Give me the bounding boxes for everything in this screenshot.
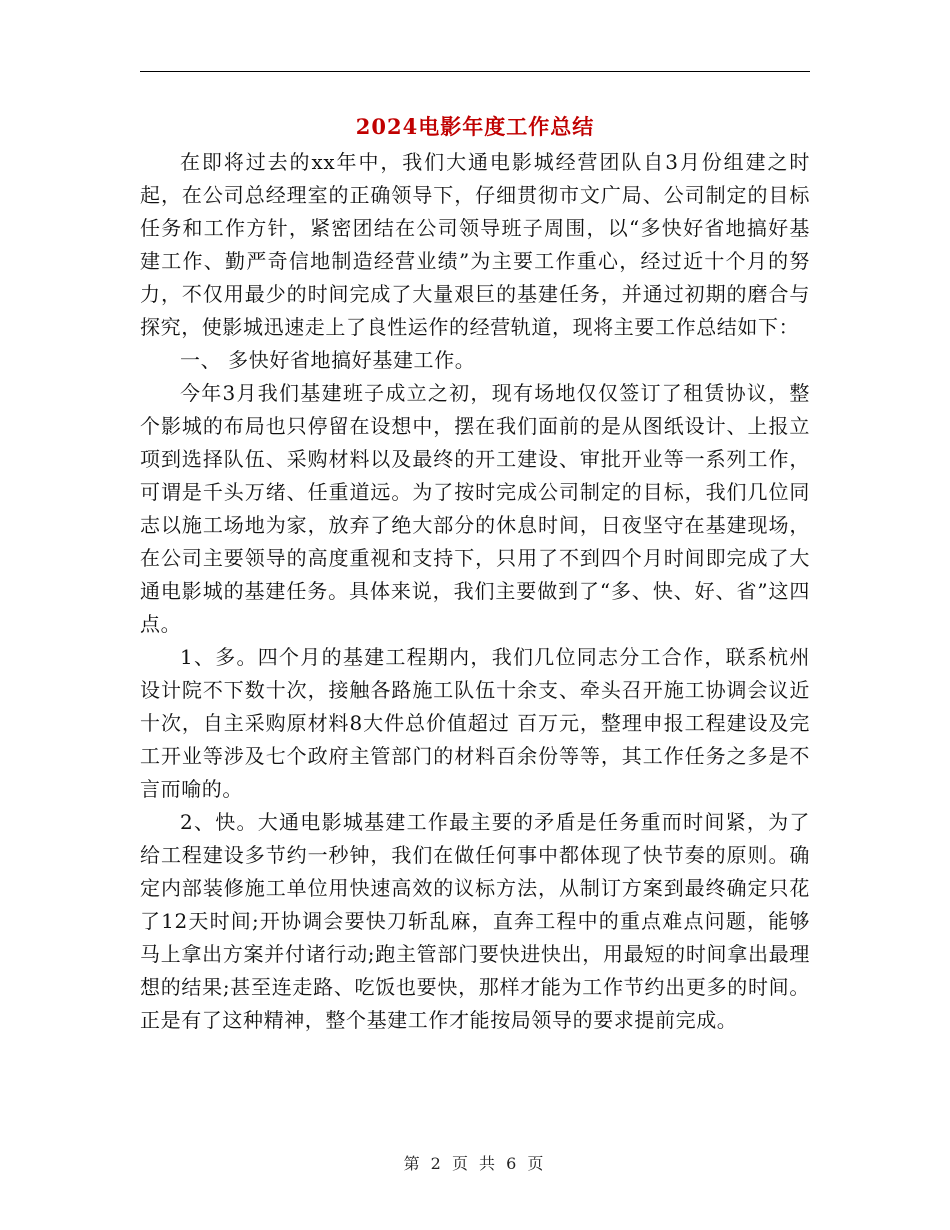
page-number-footer: 第 2 页 共 6 页: [403, 1154, 547, 1173]
background-paragraph: 今年3月我们基建班子成立之初，现有场地仅仅签订了租赁协议，整个影城的布局也只停留在设想中，摆在我们面前的是从图纸设计、上报立项到选择队伍、采购材料以及最终的开工建设、审批开业等一系列工作，可谓是千头万绪、任重道远。为了按时完成公司制定的目标，我们几位同志以施工场地为家，放弃了绝大部分的休息时间，日夜坚守在基建现场，在公司主要领导的高度重视和支持下，只用了不到四个月时间即完成了大通电影城的基建任务。具体来说，我们主要做到了“多、快、好、省”这四点。: [140, 381, 810, 636]
point-duo-paragraph: 1、多。四个月的基建工程期内，我们几位同志分工合作，联系杭州设计院不下数十次，接触各路施工队伍十余支、牵头召开施工协调会议近十次，自主采购原材料8大件总价值超过 百万元，整理申报工程建设及完工开业等涉及七个政府主管部门的材料百余份等等，其工作任务之多是不言而喻的。: [140, 645, 810, 801]
intro-paragraph: 在即将过去的xx年中，我们大通电影城经营团队自3月份组建之时起，在公司总经理室的正确领导下，仔细贯彻市文广局、公司制定的目标任务和工作方针，紧密团结在公司领导班子周围，以“多快好省地搞好基建工作、勤严奇信地制造经营业绩”为主要工作重心，经过近十个月的努力，不仅用最少的时间完成了大量艰巨的基建任务，并通过初期的磨合与探究，使影城迅速走上了良性运作的经营轨道，现将主要工作总结如下：: [140, 150, 810, 339]
header-rule: [140, 71, 810, 72]
section-heading-paragraph: 一、 多快好省地搞好基建工作。: [180, 348, 476, 372]
point-kuai-paragraph: 2、快。大通电影城基建工作最主要的矛盾是任务重而时间紧，为了给工程建设多节约一秒钟，我们在做任何事中都体现了快节奏的原则。确定内部装修施工单位用快速高效的议标方法，从制订方案到最终确定只花了12天时间;开协调会要快刀斩乱麻，直奔工程中的重点难点问题，能够马上拿出方案并付诸行动;跑主管部门要快进快出，用最短的时间拿出最理想的结果;甚至连走路、吃饭也要快，那样才能为工作节约出更多的时间。正是有了这种精神，整个基建工作才能按局领导的要求提前完成。: [140, 810, 810, 1032]
document-body: [140, 146, 810, 1037]
document-title: 2024电影年度工作总结: [355, 114, 595, 139]
